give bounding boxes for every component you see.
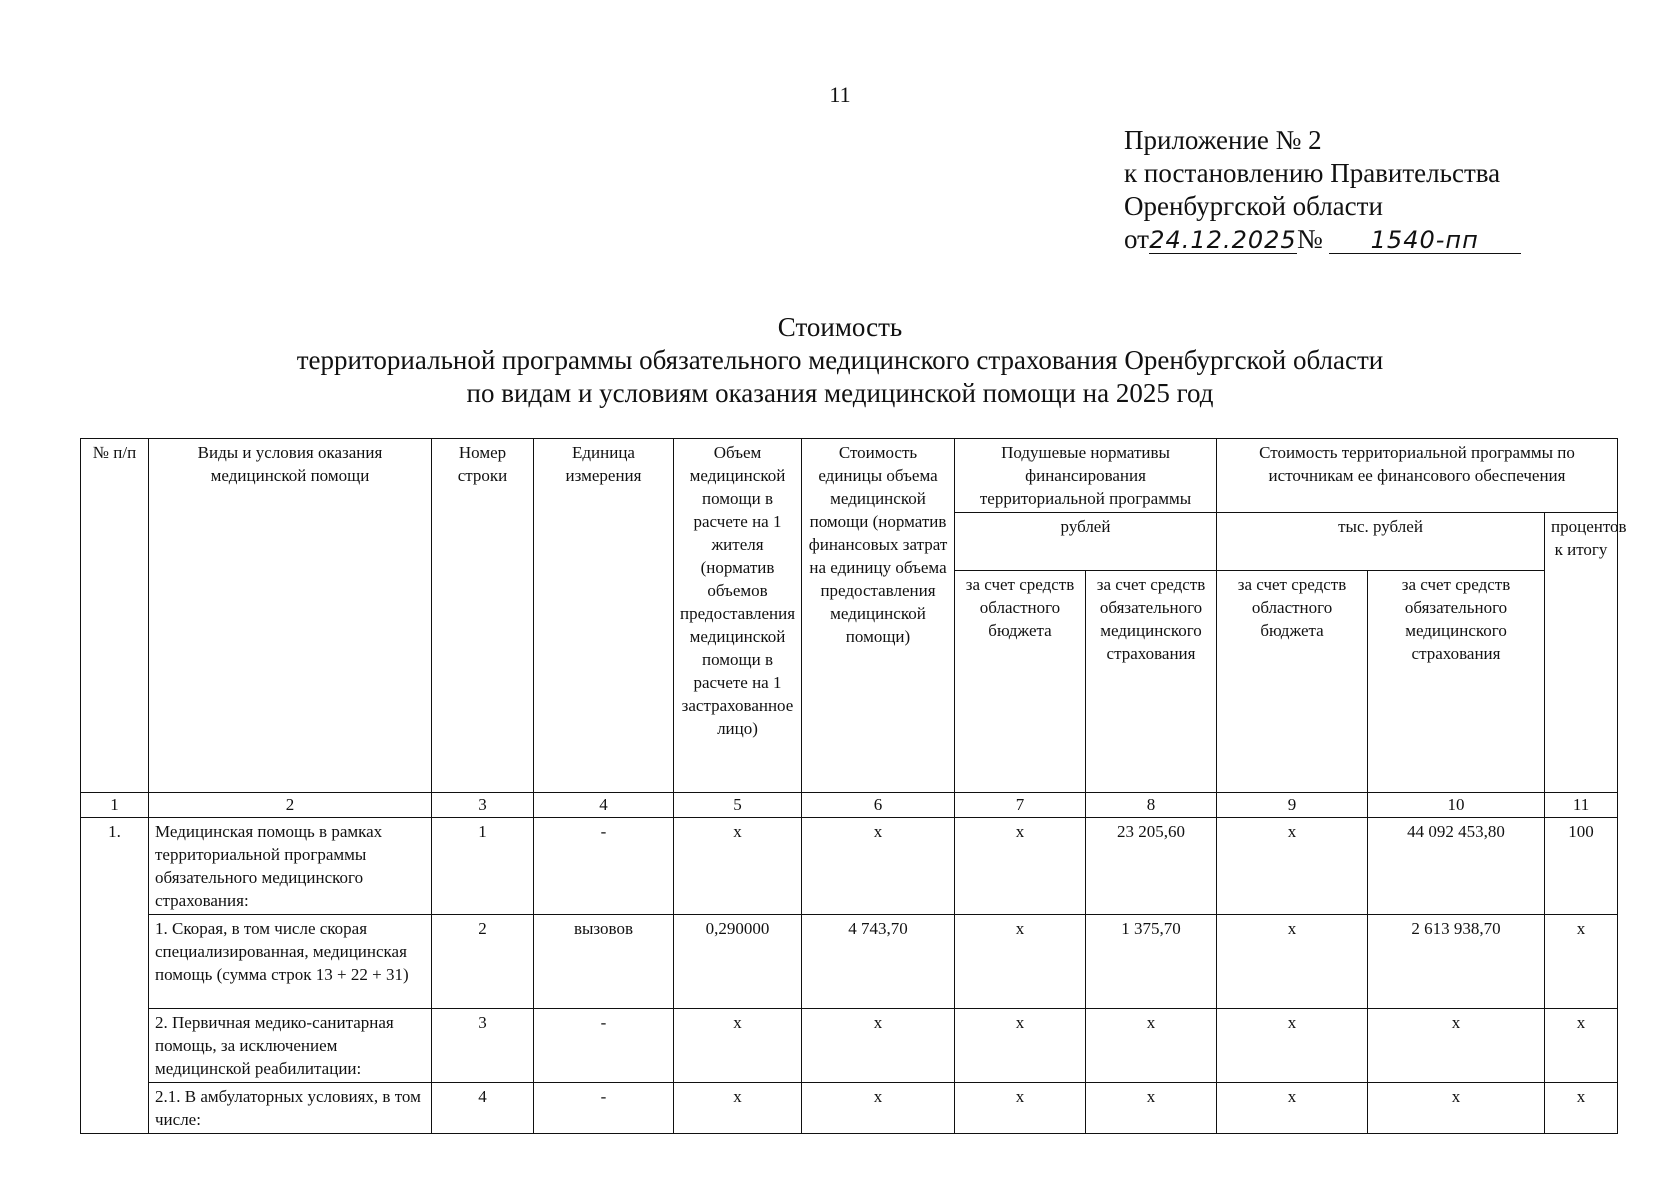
- column-number-row: [81, 793, 1618, 818]
- column-number: 8: [1086, 793, 1217, 818]
- section-number: 1.: [81, 818, 149, 1134]
- row-unit: -: [534, 818, 674, 915]
- table-row: [81, 1009, 1618, 1083]
- row-cost-oms: х: [1368, 1083, 1545, 1134]
- row-unit-cost: 4 743,70: [802, 915, 955, 1009]
- document-title: [0, 311, 1680, 410]
- row-unit: -: [534, 1083, 674, 1134]
- handwritten-date: 24.12.2025: [1149, 226, 1297, 254]
- handwritten-number: 1540-пп: [1329, 227, 1521, 254]
- row-unit-cost: х: [802, 1083, 955, 1134]
- appendix-block: [1124, 124, 1521, 256]
- page-number: 11: [829, 82, 851, 107]
- cost-table: [80, 438, 1627, 1134]
- row-unit-cost: х: [802, 818, 955, 915]
- row-cost-budget: х: [1217, 1083, 1368, 1134]
- row-description: 2.1. В амбулаторных условиях, в том числе:: [149, 1083, 432, 1134]
- column-number: 2: [149, 793, 432, 818]
- row-volume: 0,290000: [674, 915, 802, 1009]
- row-cost-budget: х: [1217, 1009, 1368, 1083]
- appendix-line-3: Оренбургской области: [1124, 191, 1383, 221]
- row-unit: -: [534, 1009, 674, 1083]
- row-per-capita-budget: х: [955, 915, 1086, 1009]
- column-number: 5: [674, 793, 802, 818]
- row-line-number: 1: [432, 818, 534, 915]
- column-number: 7: [955, 793, 1086, 818]
- row-description: 2. Первичная медико-санитарная помощь, за исключением медицинской реабилитации:: [149, 1009, 432, 1083]
- header-unit-cost: Стоимость единицы объема медицинской помощи (норматив финансовых затрат на единицу объема предоставления медицинской помощи): [802, 439, 955, 793]
- row-cost-budget: х: [1217, 915, 1368, 1009]
- row-percent: х: [1545, 1009, 1618, 1083]
- row-per-capita-oms: х: [1086, 1009, 1217, 1083]
- row-unit: вызовов: [534, 915, 674, 1009]
- row-per-capita-budget: х: [955, 818, 1086, 915]
- header-thousand-rubles: тыс. рублей: [1217, 513, 1545, 571]
- column-number: 4: [534, 793, 674, 818]
- header-row-number: Номер строки: [432, 439, 534, 793]
- appendix-title: Приложение № 2: [1124, 125, 1322, 155]
- header-cost-budget: за счет средств областного бюджета: [1217, 571, 1368, 793]
- row-per-capita-oms: 23 205,60: [1086, 818, 1217, 915]
- header-volume: Объем медицинской помощи в расчете на 1 жителя (норматив объемов предоставления медицинской помощи в расчете на 1 застрахованное лицо): [674, 439, 802, 793]
- header-cost-oms: за счет средств обязательного медицинского страхования: [1368, 571, 1545, 793]
- header-per-capita-oms: за счет средств обязательного медицинского страхования: [1086, 571, 1217, 793]
- table-row: [81, 818, 1618, 915]
- column-number: 10: [1368, 793, 1545, 818]
- row-cost-oms: 2 613 938,70: [1368, 915, 1545, 1009]
- row-per-capita-budget: х: [955, 1009, 1086, 1083]
- row-line-number: 4: [432, 1083, 534, 1134]
- row-per-capita-oms: х: [1086, 1083, 1217, 1134]
- column-number: 3: [432, 793, 534, 818]
- row-percent: х: [1545, 915, 1618, 1009]
- table-row: [81, 915, 1618, 1009]
- header-rubles: рублей: [955, 513, 1217, 571]
- row-line-number: 3: [432, 1009, 534, 1083]
- row-percent: х: [1545, 1083, 1618, 1134]
- row-per-capita-budget: х: [955, 1083, 1086, 1134]
- column-number: 1: [81, 793, 149, 818]
- header-per-capita: Подушевые нормативы финансирования территориальной программы: [955, 439, 1217, 513]
- header-types: Виды и условия оказания медицинской помощи: [149, 439, 432, 793]
- number-sign: №: [1296, 224, 1323, 254]
- row-cost-budget: х: [1217, 818, 1368, 915]
- column-number: 6: [802, 793, 955, 818]
- row-volume: х: [674, 818, 802, 915]
- table-row: [81, 1083, 1618, 1134]
- row-per-capita-oms: 1 375,70: [1086, 915, 1217, 1009]
- appendix-line-2: к постановлению Правительства: [1124, 158, 1501, 188]
- appendix-date-line: [1124, 223, 1521, 256]
- row-unit-cost: х: [802, 1009, 955, 1083]
- row-cost-oms: 44 092 453,80: [1368, 818, 1545, 915]
- row-description: 1. Скорая, в том числе скорая специализированная, медицинская помощь (сумма строк 13 + 22 + 31): [149, 915, 432, 1009]
- title-line-2: территориальной программы обязательного медицинского страхования Оренбургской области: [296, 345, 1384, 375]
- header-unit: Единица измерения: [534, 439, 674, 793]
- column-number: 11: [1545, 793, 1618, 818]
- row-cost-oms: х: [1368, 1009, 1545, 1083]
- row-volume: х: [674, 1009, 802, 1083]
- header-num: № п/п: [81, 439, 149, 793]
- row-volume: х: [674, 1083, 802, 1134]
- header-per-capita-budget: за счет средств областного бюджета: [955, 571, 1086, 793]
- date-prefix: от: [1124, 224, 1149, 254]
- row-percent: 100: [1545, 818, 1618, 915]
- column-number: 9: [1217, 793, 1368, 818]
- header-percent: процентов к итогу: [1545, 513, 1618, 793]
- row-line-number: 2: [432, 915, 534, 1009]
- title-line-1: Стоимость: [777, 312, 903, 342]
- row-description: Медицинская помощь в рамках территориальной программы обязательного медицинского страхования:: [149, 818, 432, 915]
- title-line-3: по видам и условиям оказания медицинской помощи на 2025 год: [466, 378, 1214, 408]
- header-program-cost: Стоимость территориальной программы по источникам ее финансового обеспечения: [1217, 439, 1618, 513]
